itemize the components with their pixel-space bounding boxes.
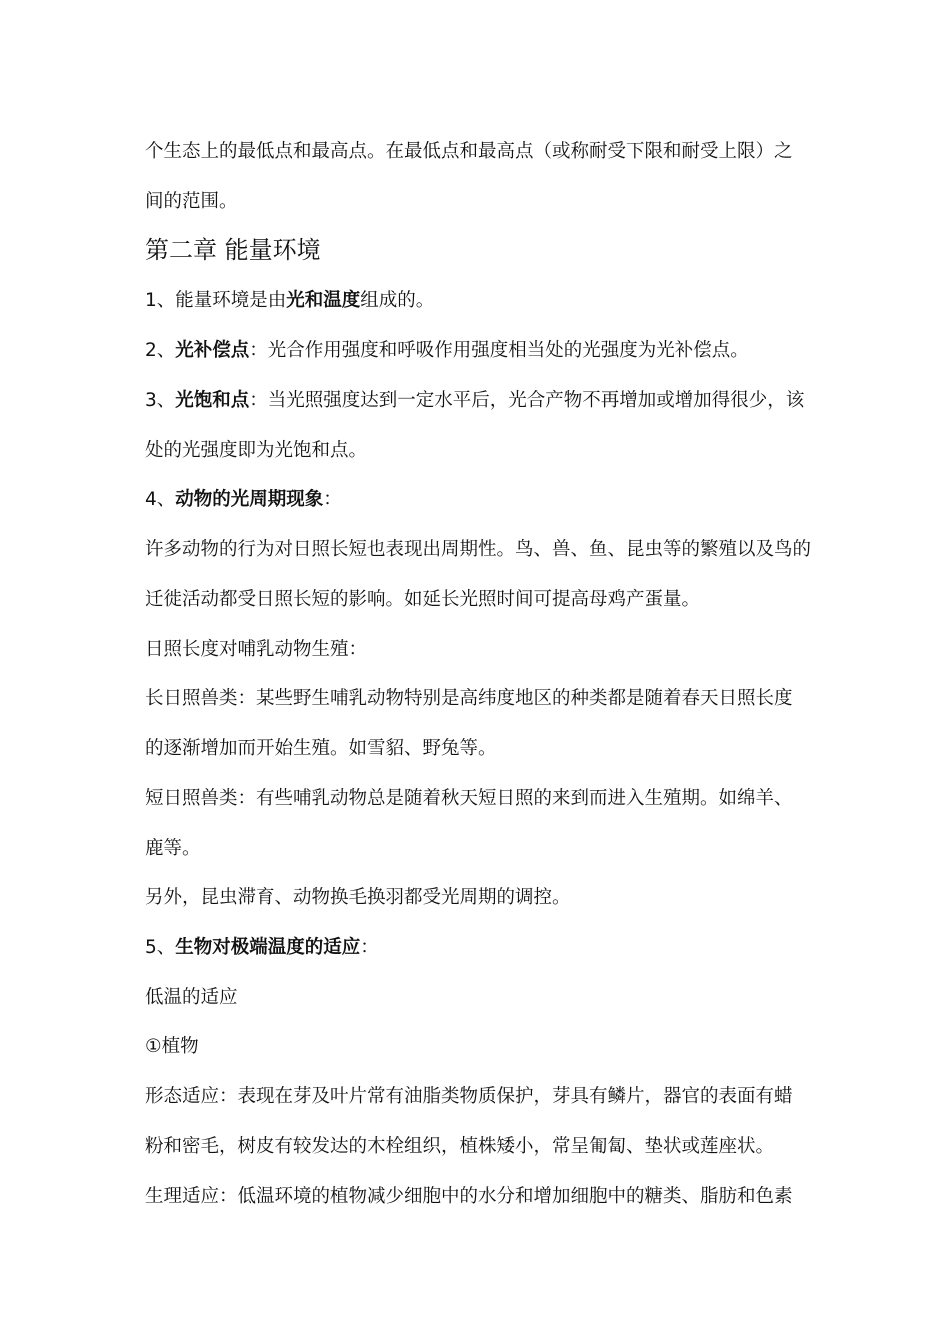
paragraph-line: 另外，昆虫滞育、动物换毛换羽都受光周期的调控。 [145,887,571,908]
item-suffix: 组成的。 [360,290,435,311]
item-suffix: ： [323,489,342,510]
paragraph-line: 日照长度对哺乳动物生殖： [145,639,368,660]
item-prefix: 4、 [145,489,176,510]
item-term: 动物的光周期现象 [175,489,324,510]
paragraph-line: 生理适应：低温环境的植物减少细胞中的水分和增加细胞中的糖类、脂肪和色素 [145,1186,793,1207]
paragraph-line: 形态适应：表现在芽及叶片常有油脂类物质保护，芽具有鳞片，器官的表面有蜡 [145,1086,793,1107]
paragraph-line: 迁徙活动都受日照长短的影响。如延长光照时间可提高母鸡产蛋量。 [145,589,701,610]
paragraph-line: 长日照兽类：某些野生哺乳动物特别是高纬度地区的种类都是随着春天日照长度 [145,688,793,709]
list-item-1 [145,288,815,314]
list-item-3 [145,388,815,414]
paragraph-line: 粉和密毛，树皮有较发达的木栓组织，植株矮小，常呈匍匐、垫状或莲座状。 [145,1136,775,1157]
list-item-4 [145,487,815,513]
paragraph-line: 间的范围。 [145,191,238,212]
item-prefix: 3、 [145,390,176,411]
list-item-5 [145,935,815,961]
paragraph-line: 鹿等。 [145,838,201,859]
paragraph-line: 的逐渐增加而开始生殖。如雪貂、野兔等。 [145,738,497,759]
paragraph-line: 低温的适应 [145,987,238,1008]
paragraph-line: 短日照兽类：有些哺乳动物总是随着秋天短日照的来到而进入生殖期。如绵羊、 [145,788,793,809]
list-item-3-continuation: 处的光强度即为光饱和点。 [145,440,368,461]
item-term: 光补偿点 [175,340,250,361]
item-suffix: ：当光照强度达到一定水平后，光合产物不再增加或增加得很少，该 [249,390,805,411]
item-prefix: 2、 [145,340,176,361]
item-term: 光和温度 [286,290,361,311]
item-term: 生物对极端温度的适应 [175,937,361,958]
item-suffix: ：光合作用强度和呼吸作用强度相当处的光强度为光补偿点。 [249,340,749,361]
chapter-heading: 第二章 能量环境 [145,236,321,264]
list-item-2 [145,338,815,364]
paragraph-line: 许多动物的行为对日照长短也表现出周期性。鸟、兽、鱼、昆虫等的繁殖以及鸟的 [145,539,812,560]
item-prefix: 1、能量环境是由 [145,290,287,311]
item-suffix: ： [360,937,379,958]
paragraph-line: ①植物 [145,1036,199,1057]
item-prefix: 5、 [145,937,176,958]
item-term: 光饱和点 [175,390,250,411]
paragraph-line: 个生态上的最低点和最高点。在最低点和最高点（或称耐受下限和耐受上限）之 [145,141,793,162]
